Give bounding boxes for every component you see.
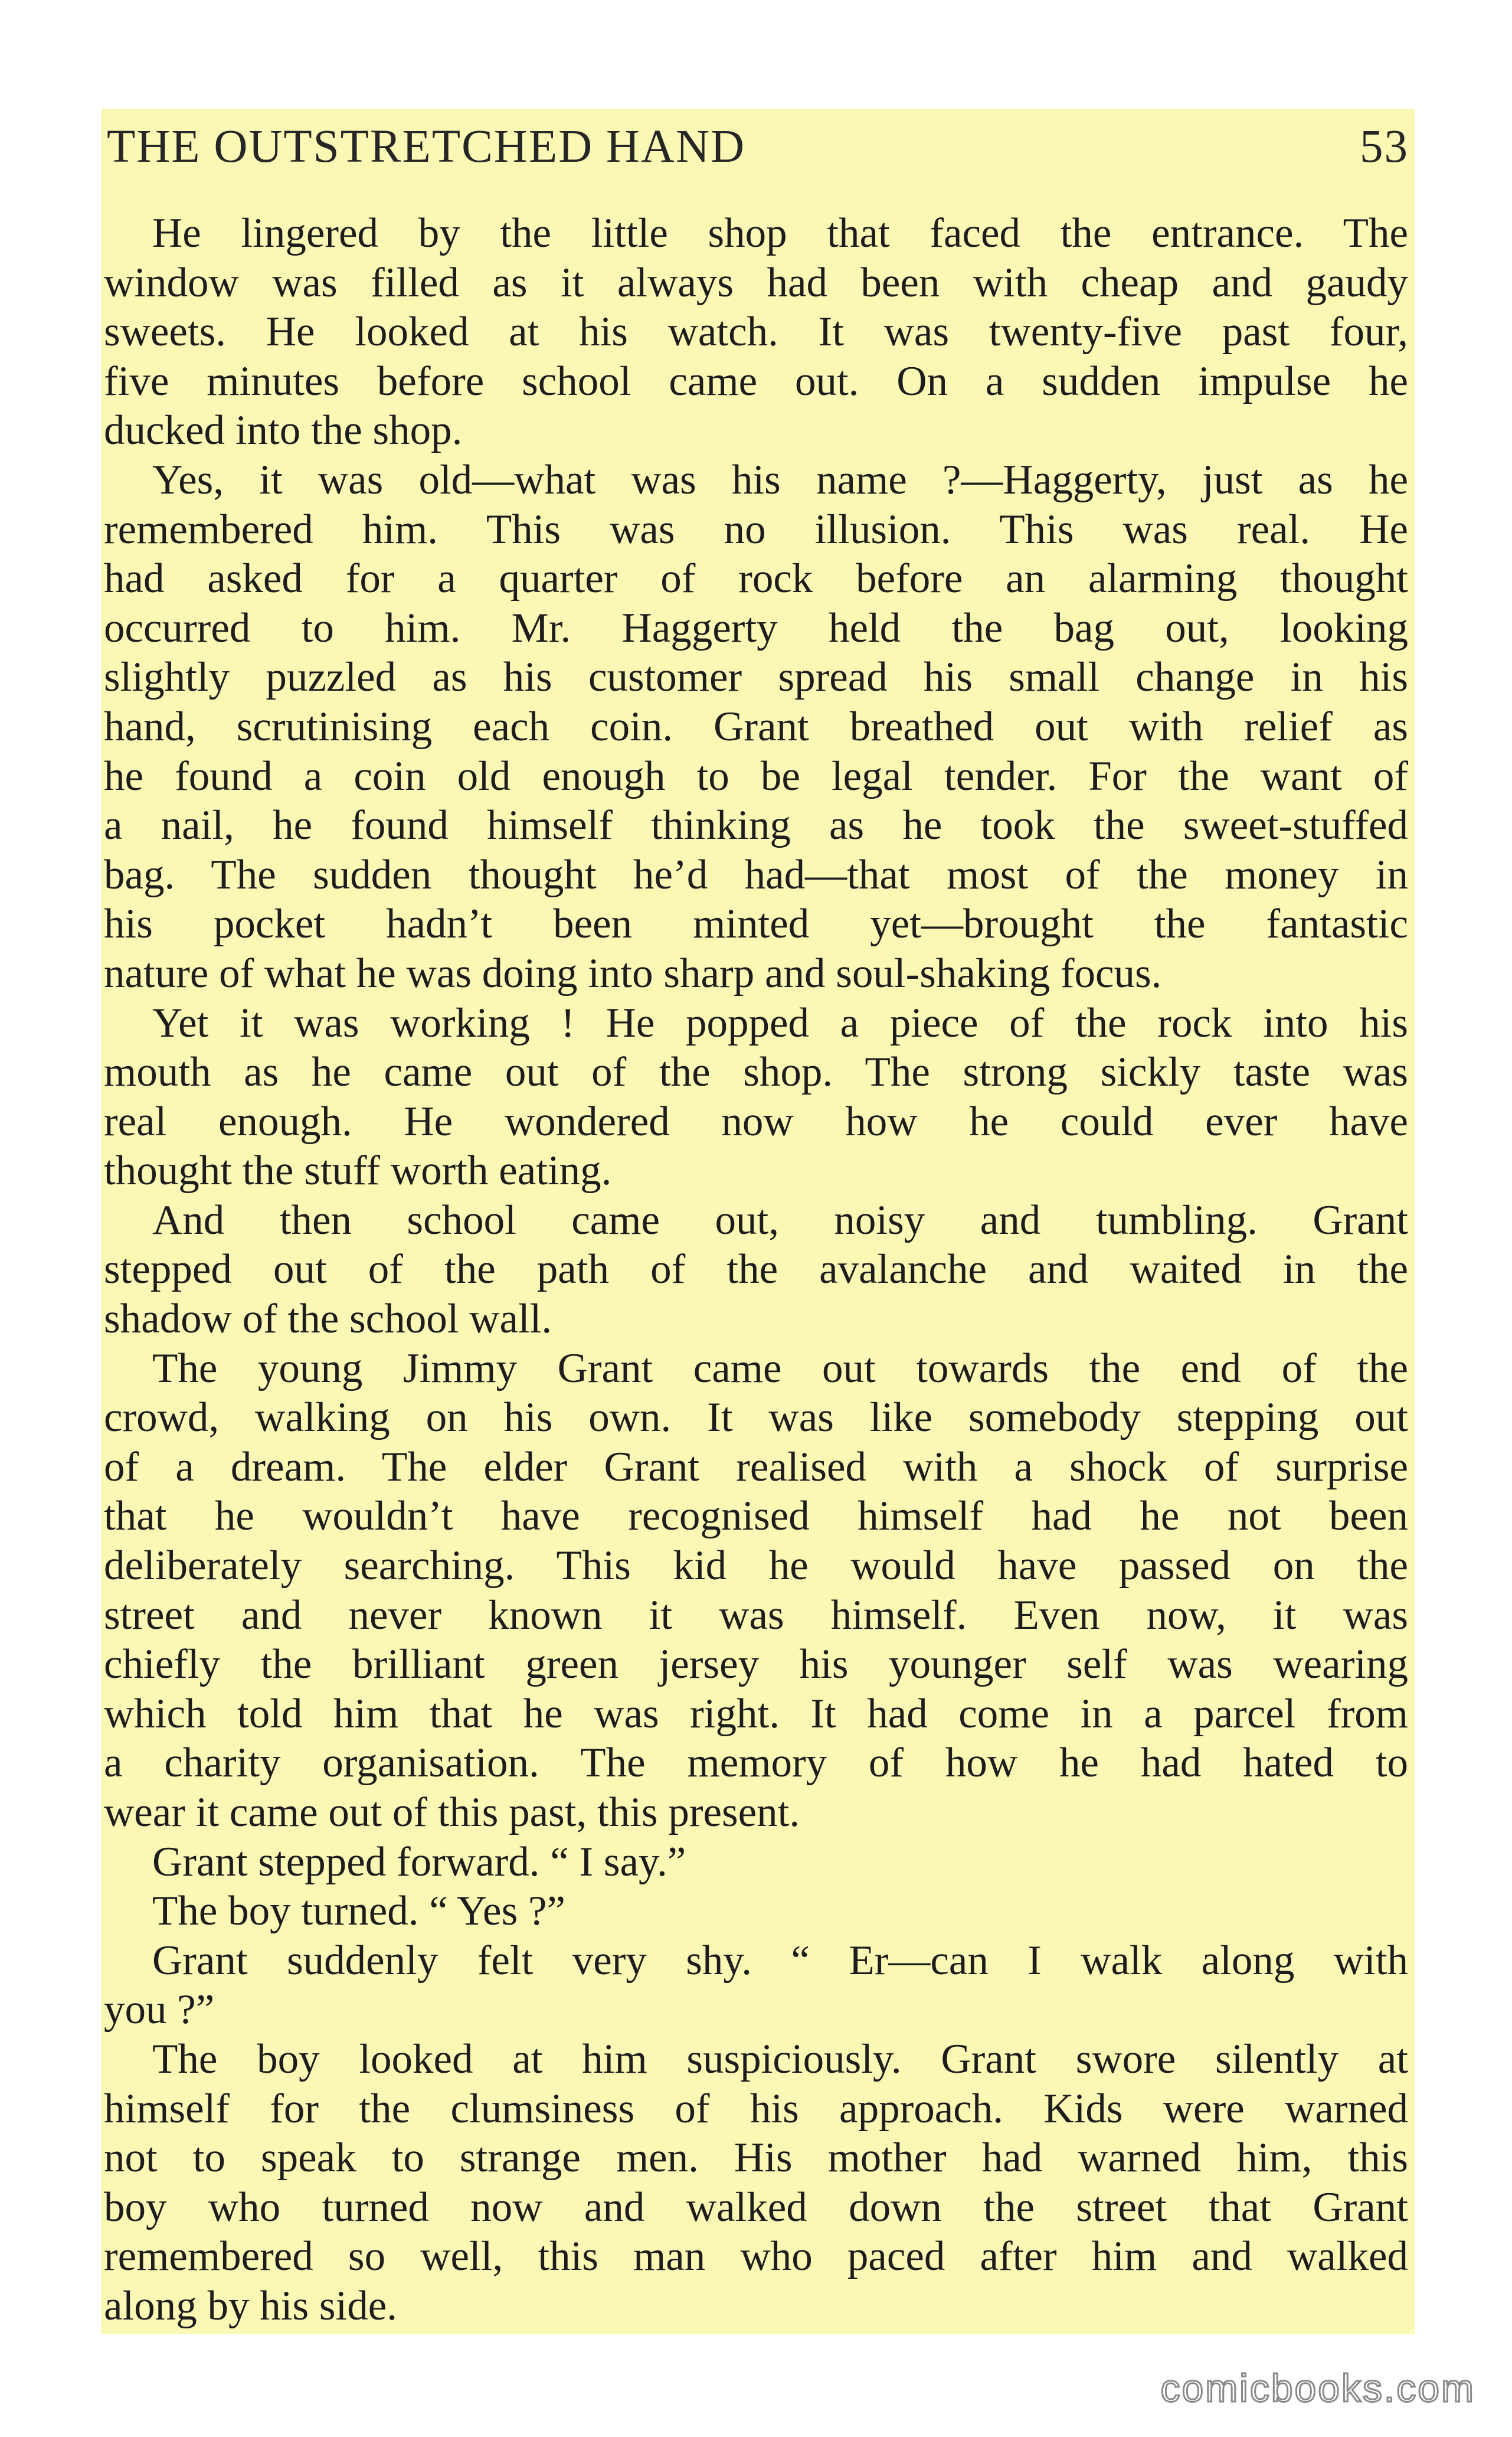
text-line: ducked into the shop. [104,407,463,454]
text-line: of a dream. The elder Grant realised with a shock of surprise [104,1443,1408,1490]
text-line: Grant suddenly felt very shy. “ Er—can I walk along with [152,1937,1408,1984]
text-line: which told him that he was right. It had come in a parcel from [104,1690,1408,1737]
text-line: himself for the clumsiness of his approach. Kids were warned [104,2085,1408,2132]
text-line: The young Jimmy Grant came out towards the end of the [152,1345,1408,1391]
text-line: a charity organisation. The memory of how he had hated to [104,1740,1408,1786]
page-number: 53 [1360,121,1409,172]
text-line: The boy looked at him suspiciously. Grant swore silently at [152,2036,1408,2082]
text-line: along by his side. [104,2282,397,2329]
text-line: he found a coin old enough to be legal tender. For the want of [104,753,1408,799]
text-line: his pocket hadn’t been minted yet—brought the fantastic [104,901,1408,948]
text-line: sweets. He looked at his watch. It was twenty-five past four, [104,309,1408,355]
text-line: a nail, he found himself thinking as he took the sweet-stuffed [104,802,1408,849]
text-line: remembered him. This was no illusion. This was real. He [104,506,1408,553]
text-line: The boy turned. “ Yes ?” [152,1888,565,1935]
text-line: that he wouldn’t have recognised himself had he not been [104,1493,1408,1540]
text-line: remembered so well, this man who paced after him and walked [104,2233,1408,2280]
text-line: thought the stuff worth eating. [104,1148,612,1194]
text-line: five minutes before school came out. On a sudden impulse he [104,358,1408,404]
watermark-logo: comicbooks.com [1160,2366,1475,2410]
body-text [104,209,1408,2331]
text-line: boy who turned now and walked down the street that Grant [104,2184,1408,2230]
text-line: nature of what he was doing into sharp and soul-shaking focus. [104,950,1162,997]
text-line: shadow of the school wall. [104,1296,552,1342]
running-head: THE OUTSTRETCHED HAND [107,121,746,172]
text-line: real enough. He wondered now how he could ever have [104,1098,1408,1145]
text-line: deliberately searching. This kid he would have passed on the [104,1543,1408,1589]
page-header [107,115,1409,179]
text-line: wear it came out of this past, this present. [104,1789,800,1835]
text-line: had asked for a quarter of rock before an alarming thought [104,556,1408,602]
text-line: chiefly the brilliant green jersey his younger self was wearing [104,1641,1408,1688]
text-line: street and never known it was himself. Even now, it was [104,1592,1408,1638]
text-line: mouth as he came out of the shop. The strong sickly taste was [104,1049,1408,1096]
text-line: you ?” [104,1987,215,2033]
text-line: He lingered by the little shop that faced the entrance. The [152,210,1408,256]
text-line: occurred to him. Mr. Haggerty held the bag out, looking [104,605,1408,651]
book-page [101,109,1415,2334]
text-line: stepped out of the path of the avalanche and waited in the [104,1246,1408,1293]
text-line: hand, scrutinising each coin. Grant breathed out with relief as [104,703,1408,750]
text-line: window was filled as it always had been with cheap and gaudy [104,259,1408,306]
text-line: And then school came out, noisy and tumbling. Grant [152,1197,1408,1243]
text-line: Yet it was working ! He popped a piece of the rock into his [152,999,1408,1046]
text-line: Grant stepped forward. “ I say.” [152,1838,686,1885]
text-line: Yes, it was old—what was his name ?—Haggerty, just as he [152,456,1408,503]
text-line: slightly puzzled as his customer spread his small change in his [104,654,1408,701]
text-line: crowd, walking on his own. It was like somebody stepping out [104,1394,1408,1441]
text-line: bag. The sudden thought he’d had—that most of the money in [104,851,1408,898]
text-line: not to speak to strange men. His mother had warned him, this [104,2135,1408,2181]
